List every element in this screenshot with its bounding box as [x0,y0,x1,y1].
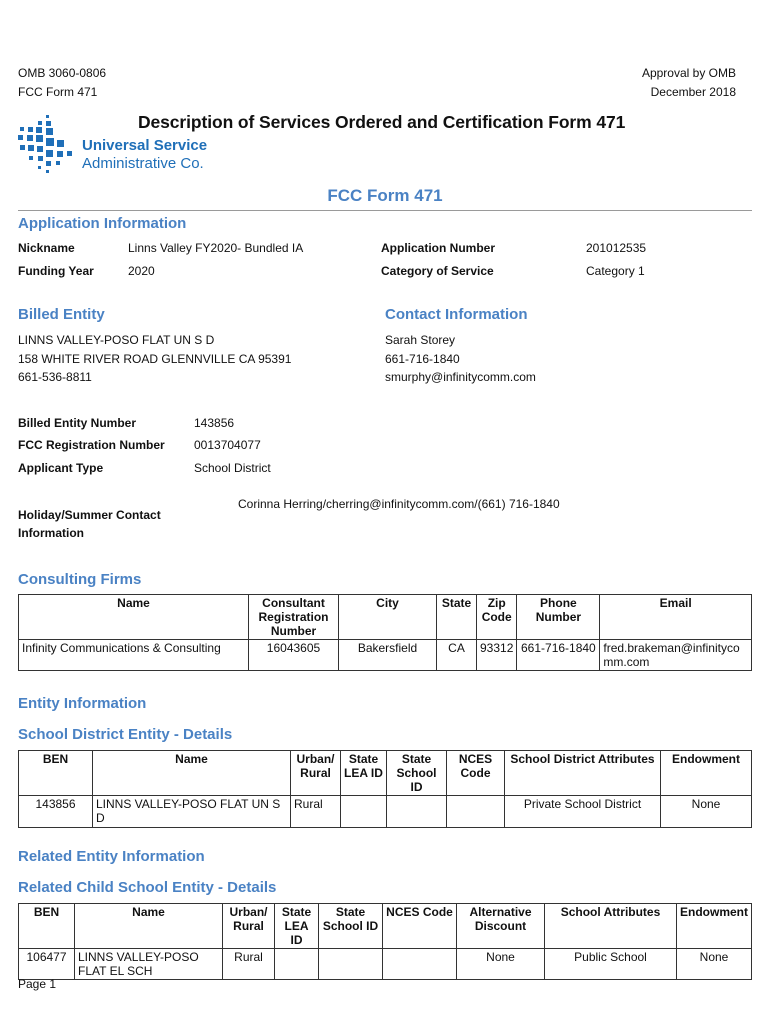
col-state-lea-id: State LEA ID [341,751,387,796]
consulting-table [18,594,752,671]
app-number-label: Application Number [381,241,496,255]
approval-text: Approval by OMB [641,66,736,80]
related-child-heading: Related Child School Entity - Details [18,879,277,896]
col-state: State [437,595,477,640]
related-entity-heading: Related Entity Information [18,848,205,865]
cell-nces-code [447,796,505,828]
table-row [19,796,752,828]
category-value: Category 1 [586,264,645,278]
col-school-attributes: School Attributes [545,904,677,949]
nickname-label: Nickname [18,241,75,255]
approval-date: December 2018 [650,85,736,99]
page-title: Description of Services Ordered and Certification Form 471 [138,112,626,132]
cell-state-school-id [387,796,447,828]
cell-urban-rural: Rural [223,949,275,980]
col-nces-code: NCES Code [447,751,505,796]
col-name: Name [75,904,223,949]
col-email: Email [600,595,752,640]
fcc-reg-value: 0013704077 [194,438,261,452]
application-heading: Application Information [18,215,187,232]
billed-entity-address: 158 WHITE RIVER ROAD GLENNVILLE CA 95391 [18,351,292,366]
app-number-value: 201012535 [586,241,647,255]
header-right [642,64,736,102]
fcc-reg-label: FCC Registration Number [18,438,165,452]
nickname-value: Linns Valley FY2020- Bundled IA [128,241,304,255]
contact-heading: Contact Information [385,306,528,323]
holiday-contact-label [18,506,161,542]
cell-name: Infinity Communications & Consulting [19,640,249,671]
ben-label: Billed Entity Number [18,416,137,430]
category-label: Category of Service [381,264,494,278]
cell-consultant-reg: 16043605 [249,640,339,671]
school-district-table [18,750,752,828]
col-endowment: Endowment [661,751,752,796]
col-nces-code: NCES Code [383,904,457,949]
cell-endowment: None [677,949,752,980]
col-consultant-reg: Consultant Registration Number [249,595,339,640]
header-left [18,64,106,102]
col-state-school-id: State School ID [319,904,383,949]
cell-name: LINNS VALLEY-POSO FLAT EL SCH [75,949,223,980]
billed-entity-block [18,331,291,387]
col-state-lea-id: State LEA ID [275,904,319,949]
cell-district-attributes: Private School District [505,796,661,828]
page-number: Page 1 [18,977,57,991]
col-district-attributes: School District Attributes [505,751,661,796]
cell-endowment: None [661,796,752,828]
school-district-header-row [19,751,752,796]
cell-school-attributes: Public School [545,949,677,980]
holiday-label-line-2: Information [18,526,84,540]
col-ben: BEN [19,751,93,796]
col-name: Name [93,751,291,796]
contact-block [385,331,536,387]
form-title: FCC Form 471 [327,186,443,205]
table-row [19,640,752,671]
cell-state-school-id [319,949,383,980]
holiday-contact-value: Corinna Herring/cherring@infinitycomm.com/(661) 716-1840 [238,497,560,511]
cell-ben: 106477 [19,949,75,980]
omb-number: OMB 3060-0806 [18,66,107,80]
col-ben: BEN [19,904,75,949]
divider [18,210,752,211]
billed-entity-phone: 661-536-8811 [18,370,92,384]
form-number: FCC Form 471 [18,85,98,99]
contact-phone: 661-716-1840 [385,351,460,366]
col-urban-rural: Urban/ Rural [291,751,341,796]
contact-email[interactable]: smurphy@infinitycomm.com [385,370,536,384]
related-child-header-row [19,904,752,949]
col-endowment: Endowment [677,904,752,949]
cell-email[interactable]: fred.brakeman@infinitycomm.com [600,640,752,671]
cell-state-lea-id [341,796,387,828]
logo-line-1: Universal Service [82,137,208,154]
billed-entity-name: LINNS VALLEY-POSO FLAT UN S D [18,333,215,347]
cell-ben: 143856 [19,796,93,828]
holiday-label-line-1: Holiday/Summer Contact [18,508,161,522]
cell-name: LINNS VALLEY-POSO FLAT UN S D [93,796,291,828]
cell-zip: 93312 [477,640,517,671]
applicant-type-value: School District [194,461,271,475]
col-phone: Phone Number [517,595,600,640]
col-name: Name [19,595,249,640]
logo-line-2: Administrative Co. [82,155,204,172]
entity-heading: Entity Information [18,695,147,712]
related-child-table [18,903,752,980]
consulting-heading: Consulting Firms [18,571,142,588]
contact-name: Sarah Storey [385,333,456,347]
funding-year-value: 2020 [128,264,155,278]
col-urban-rural: Urban/ Rural [223,904,275,949]
ben-value: 143856 [194,416,235,430]
col-alternative-discount: Alternative Discount [457,904,545,949]
table-row [19,949,752,980]
col-state-school-id: State School ID [387,751,447,796]
cell-urban-rural: Rural [291,796,341,828]
cell-state: CA [437,640,477,671]
cell-alternative-discount: None [457,949,545,980]
cell-nces-code [383,949,457,980]
col-city: City [339,595,437,640]
cell-state-lea-id [275,949,319,980]
school-district-heading: School District Entity - Details [18,726,233,743]
consulting-header-row [19,595,752,640]
billed-entity-heading: Billed Entity [18,306,105,323]
cell-phone: 661-716-1840 [517,640,600,671]
funding-year-label: Funding Year [18,264,94,278]
col-zip: Zip Code [477,595,517,640]
applicant-type-label: Applicant Type [18,461,104,475]
cell-city: Bakersfield [339,640,437,671]
